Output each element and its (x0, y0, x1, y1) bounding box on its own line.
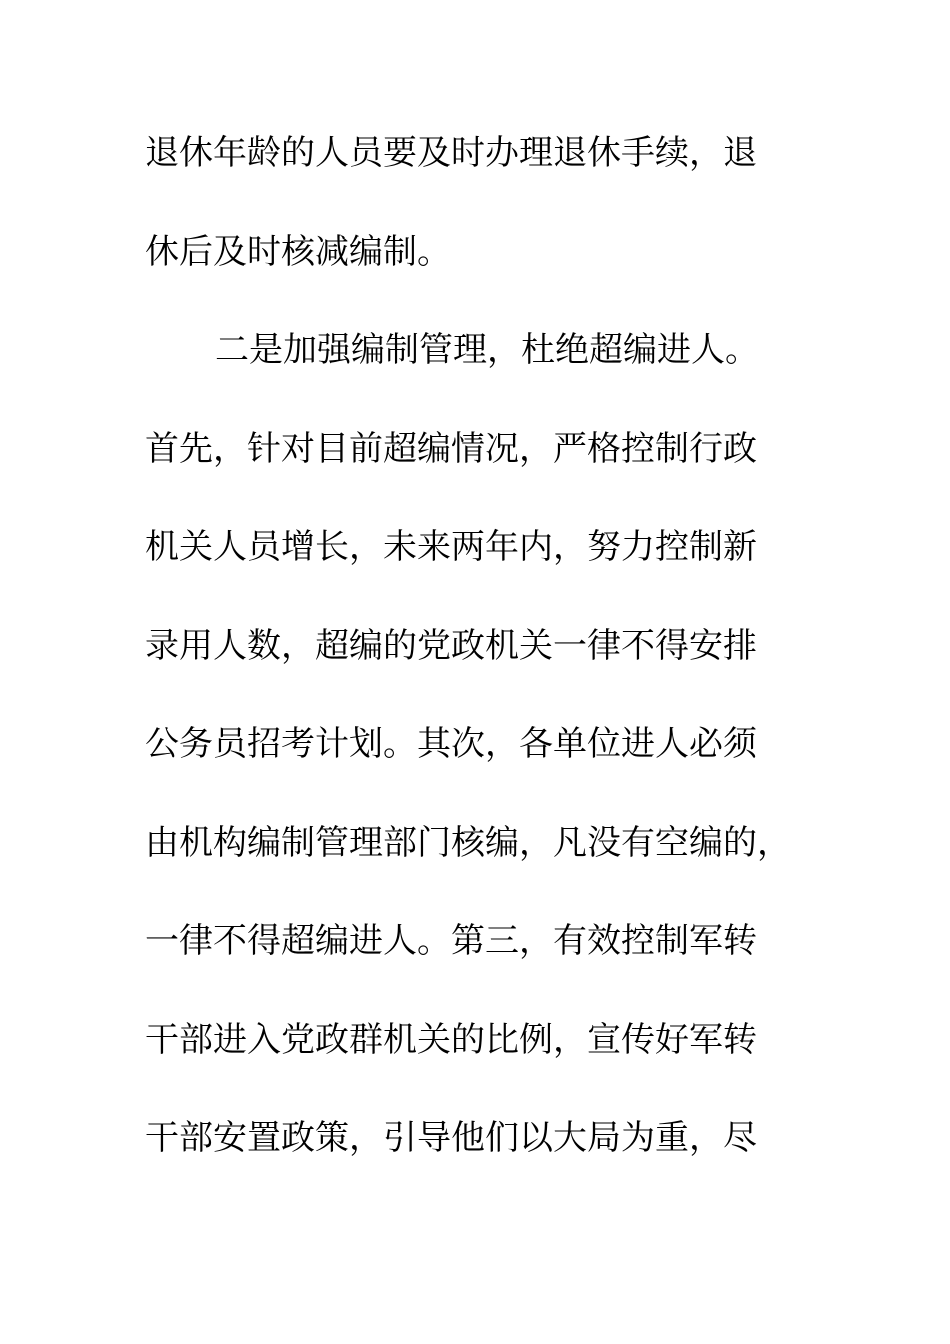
text-line: 干部进入党政群机关的比例，宣传好军转 (145, 1019, 757, 1060)
text-line: 干部安置政策，引导他们以大局为重，尽 (145, 1118, 757, 1158)
body-text (145, 128, 825, 1212)
text-line: 一律不得超编进人。第三，有效控制军转 (145, 921, 757, 961)
text-line: 首先，针对目前超编情况，严格控制行政 (145, 428, 757, 469)
text-line: 机关人员增长，未来两年内，努力控制新 (145, 527, 757, 567)
text-line: 公务员招考计划。其次，各单位进人必须 (145, 724, 757, 764)
paragraph-start-line: 二是加强编制管理，杜绝超编进人。 (215, 330, 759, 370)
text-line: 退休年龄的人员要及时办理退休手续，退 (145, 133, 757, 173)
text-line: 由机构编制管理部门核编，凡没有空编的， (145, 822, 791, 863)
text-line: 休后及时核减编制。 (145, 231, 451, 272)
text-line: 录用人数，超编的党政机关一律不得安排 (145, 625, 757, 666)
